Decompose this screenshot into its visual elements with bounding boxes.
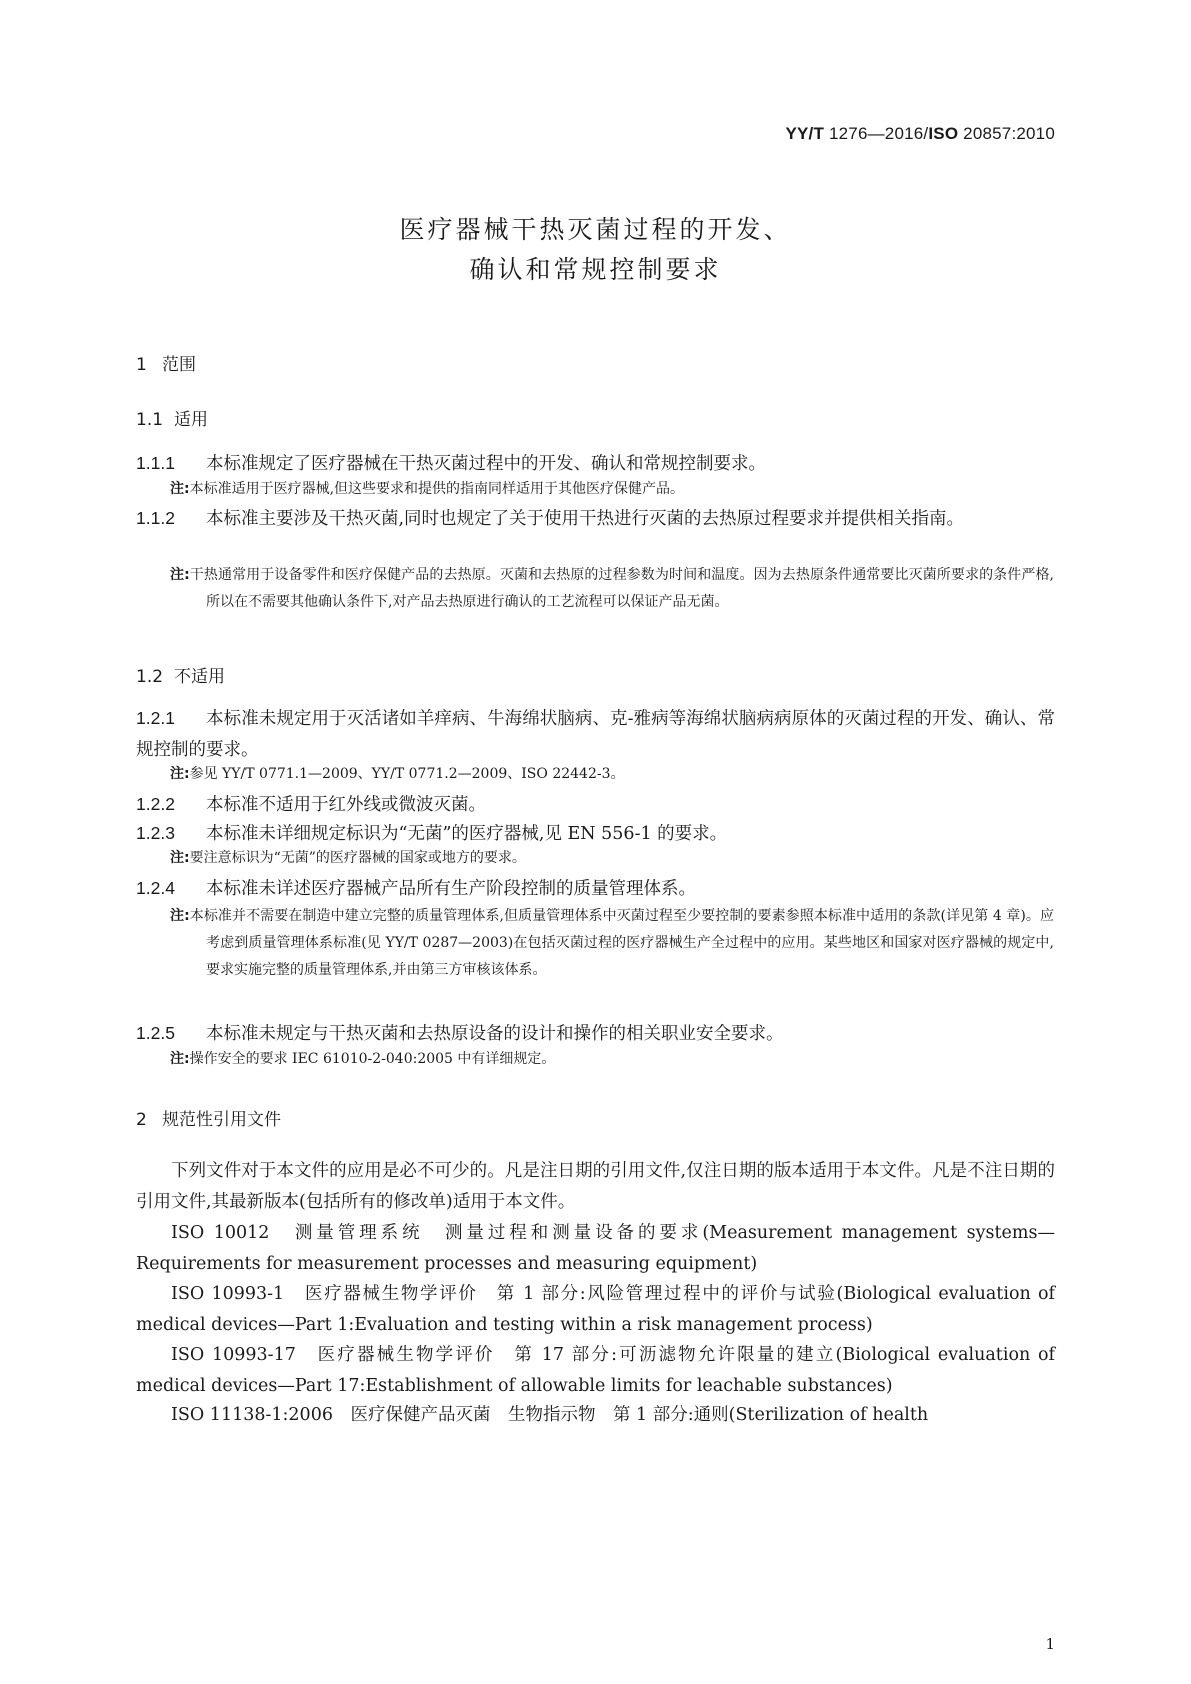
section-1-heading [136,350,196,375]
std-prefix: YY/T [785,124,825,143]
note-label: 注: [170,908,190,924]
clause-number: 1.2.5 [136,1023,175,1043]
note-text: 操作安全的要求 IEC 61010-2-040:2005 中有详细规定。 [189,1051,556,1067]
clause-number: 1.2.1 [136,708,175,728]
clause-number: 1.1.2 [136,508,175,528]
clause-number: 1.2.2 [136,794,175,814]
clause-text: 本标准未详述医疗器械产品所有生产阶段控制的质量管理体系。 [206,879,696,899]
note-label: 注: [170,567,190,583]
clause-text: 本标准不适用于红外线或微波灭菌。 [206,795,486,815]
section-title: 适用 [174,410,208,430]
reference-item: ISO 10993-17 医疗器械生物学评价 第 17 部分:可沥滤物允许限量的建立(Biological evaluation of medical devices—Part 17:Establishment of allowable limits for leachable substances) [136,1345,1055,1396]
std-number: 1276—2016/ [824,124,929,143]
note-1-1-1 [170,476,1054,503]
section-2-intro: 下列文件对于本文件的应用是必不可少的。凡是注日期的引用文件,仅注日期的版本适用于本文件。凡是不注日期的引用文件,其最新版本(包括所有的修改单)适用于本文件。 [136,1161,1055,1212]
section-title: 不适用 [174,667,225,687]
section-2-heading [136,1105,281,1130]
note-label: 注: [170,766,190,782]
section-number: 2 [136,1110,147,1130]
note-label: 注: [170,481,190,497]
clause-text: 本标准未规定用于灭活诸如羊痒病、牛海绵状脑病、克-雅病等海绵状脑病病原体的灭菌过程的开发、确认、常规控制的要求。 [136,709,1055,760]
note-1-2-1 [170,761,1054,788]
note-1-2-3 [170,845,1054,872]
note-text: 要注意标识为“无菌”的医疗器械的国家或地方的要求。 [189,850,526,866]
document-title-line1: 医疗器械干热灭菌过程的开发、 [399,215,792,244]
section-title: 规范性引用文件 [162,1110,281,1130]
page-number: 1 [1045,1635,1055,1653]
note-text: 本标准适用于医疗器械,但这些要求和提供的指南同样适用于其他医疗保健产品。 [189,481,685,497]
note-1-2-4 [170,903,1054,984]
note-text: 干热通常用于设备零件和医疗保健产品的去热原。灭菌和去热原的过程参数为时间和温度。因为去热原条件通常要比灭菌所要求的条件严格,所以在不需要其他确认条件下,对产品去热原进行确认的工艺流程可以保证产品无菌。 [189,567,1054,610]
section-1-2-heading [136,662,225,687]
section-number: 1 [136,355,147,375]
note-label: 注: [170,1051,190,1067]
clause-text: 本标准主要涉及干热灭菌,同时也规定了关于使用干热进行灭菌的去热原过程要求并提供相关指南。 [206,509,965,529]
note-text: 参见 YY/T 0771.1—2009、YY/T 0771.2—2009、ISO 22442-3。 [189,766,625,782]
iso-prefix: ISO [928,124,959,143]
clause-1-1-2 [136,503,1055,535]
note-label: 注: [170,850,190,866]
section-number: 1.1 [136,410,164,430]
iso-number: 20857:2010 [958,124,1055,143]
standard-header [785,124,1055,144]
clause-number: 1.2.4 [136,878,175,898]
reference-item: ISO 10012 测量管理系统 测量过程和测量设备的要求(Measurement management systems—Requirements for measurement processes and measuring equipment) [136,1223,1055,1274]
clause-1-2-1 [136,703,1055,766]
reference-item: ISO 11138-1:2006 医疗保健产品灭菌 生物指示物 第 1 部分:通则(Sterilization of health [171,1405,929,1425]
note-text: 本标准并不需要在制造中建立完整的质量管理体系,但质量管理体系中灭菌过程至少要控制的要素参照本标准中适用的条款(详见第 4 章)。应考虑到质量管理体系标准(见 YY/T 0287—2003)在包括灭菌过程的医疗器械生产全过程中的应用。某些地区和国家对医疗器械的规定中,要求实施完整的质量管理体系,并由第三方审核该体系。 [189,908,1054,978]
clause-number: 1.2.3 [136,823,175,843]
section-title: 范围 [162,355,196,375]
clause-number: 1.1.1 [136,453,175,473]
section-number: 1.2 [136,667,164,687]
clause-1-2-2 [136,789,1055,821]
section-1-1-heading [136,405,208,430]
note-1-1-2 [170,562,1054,616]
clause-1-2-4 [136,873,1055,905]
reference-item: ISO 10993-1 医疗器械生物学评价 第 1 部分:风险管理过程中的评价与试验(Biological evaluation of medical devices—Part 1:Evaluation and testing within a risk management process) [136,1284,1055,1335]
document-title-line2: 确认和常规控制要求 [469,255,722,284]
note-1-2-5 [170,1046,1054,1073]
clause-text: 本标准未规定与干热灭菌和去热原设备的设计和操作的相关职业安全要求。 [206,1024,784,1044]
clause-text: 本标准规定了医疗器械在干热灭菌过程中的开发、确认和常规控制要求。 [206,454,766,474]
clause-text: 本标准未详细规定标识为“无菌”的医疗器械,见 EN 556-1 的要求。 [206,824,728,844]
